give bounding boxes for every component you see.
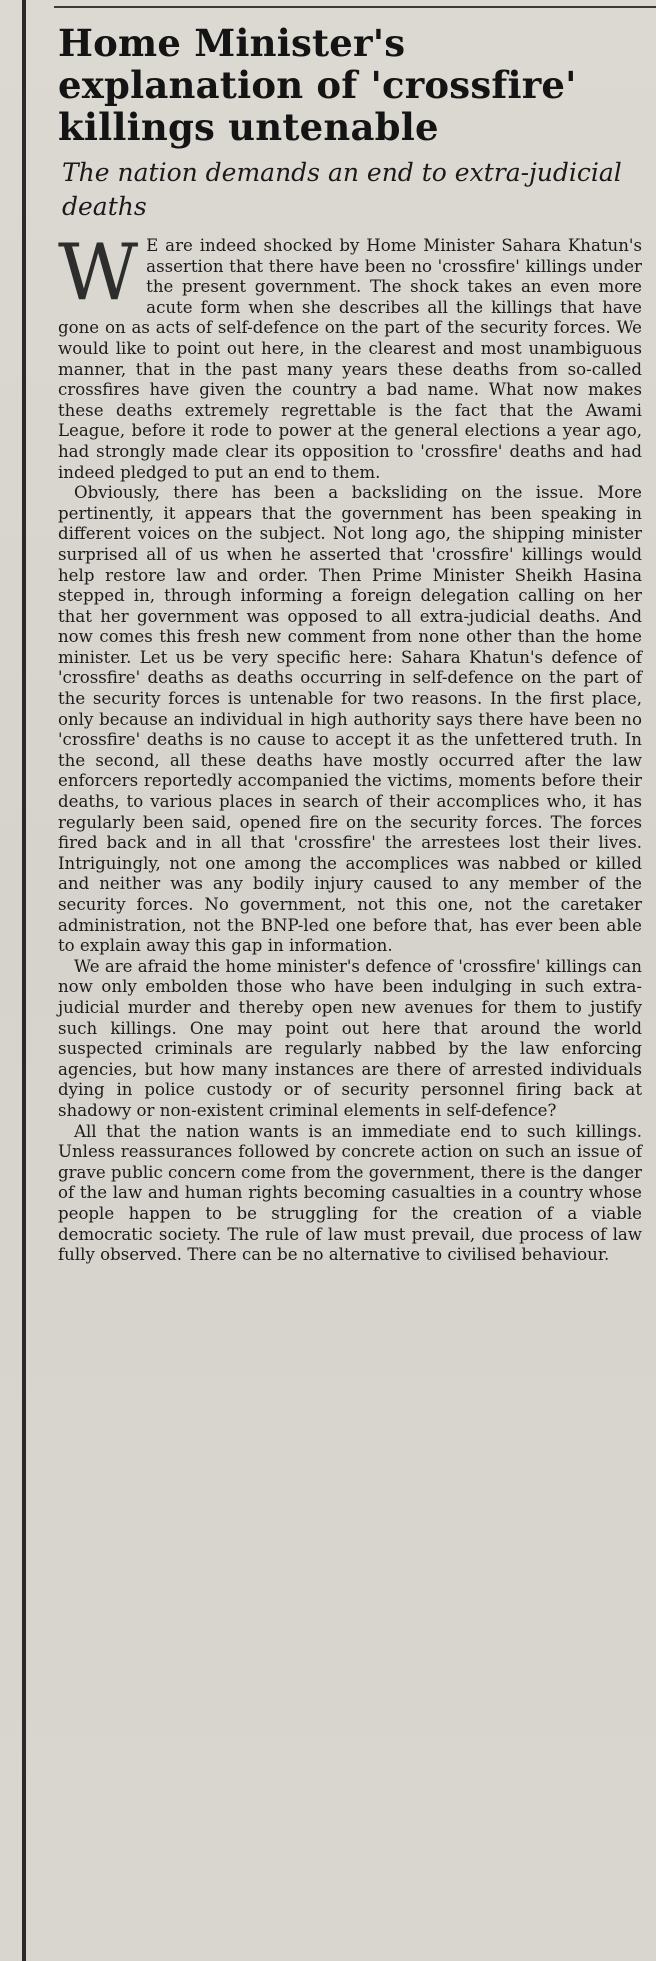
article-subheadline: The nation demands an end to extra-judicial deaths xyxy=(62,158,622,221)
article-paragraph-1-text: E are indeed shocked by Home Minister Sahara Khatun's assertion that there have been no 'crossfire' killings under the present government. The shock takes an even more acute form when she describes all the killings that have gone on as acts of self-defence on the part of the security forces. We would like to point out here, in the clearest and most unambiguous manner, that in the past many years these deaths from so-called crossfires have given the country a bad name. What now makes these deaths extremely regrettable is the fact that the Awami League, before it rode to power at the general elections a year ago, had strongly made clear its opposition to 'crossfire' deaths and had indeed pledged to put an end to them. xyxy=(58,236,642,482)
editorial-article xyxy=(58,22,642,1266)
article-paragraph-3: We are afraid the home minister's defence of 'crossfire' killings can now only embolden those who have been indulging in such extra-judicial murder and thereby open new avenues for them to justify such killings. One may point out here that around the world suspected criminals are regularly nabbed by the law enforcing agencies, but how many instances are there of arrested individuals dying in police custody or of security personnel firing back at shadowy or non-existent criminal elements in self-defence? xyxy=(58,956,642,1120)
article-paragraph-4: All that the nation wants is an immediate end to such killings. Unless reassurances followed by concrete action on such an issue of grave public concern come from the government, there is the danger of the law and human rights becoming casualties in a country whose people happen to be struggling for the creation of a viable democratic society. The rule of law must prevail, due process of law fully observed. There can be no alternative to civilised behaviour. xyxy=(58,1121,642,1265)
article-body xyxy=(58,228,642,1266)
column-rule-top xyxy=(54,6,656,8)
drop-cap: W xyxy=(58,228,139,318)
article-paragraph-2: Obviously, there has been a backsliding on the issue. More pertinently, it appears that the government has been speaking in different voices on the subject. Not long ago, the shipping minister surprised all of us when he asserted that 'crossfire' killings would help restore law and order. Then Prime Minister Sheikh Hasina stepped in, through informing a foreign delegation calling on her that her government was opposed to all extra-judicial deaths. And now comes this fresh new comment from none other than the home minister. Let us be very specific here: Sahara Khatun's defence of 'crossfire' deaths as deaths occurring in self-defence on the part of the security forces is untenable for two reasons. In the first place, only because an individual in high authority says there have been no 'crossfire' deaths is no cause to accept it as the unfettered truth. In the second, all these deaths have mostly occurred after the law enforcers reportedly accompanied the victims, moments before their deaths, to various places in search of their accomplices who, it has regularly been said, opened fire on the security forces. The forces fired back and in all that 'crossfire' the arrestees lost their lives. Intriguingly, not one among the accomplices was nabbed or killed and neither was any bodily injury caused to any member of the security forces. No government, not this one, not the caretaker administration, not the BNP-led one before that, has ever been able to explain away this gap in information. xyxy=(58,483,642,956)
article-headline: Home Minister's explanation of 'crossfire' killings untenable xyxy=(58,21,577,149)
article-paragraph-1 xyxy=(58,228,642,483)
column-rule-left xyxy=(22,0,26,1961)
